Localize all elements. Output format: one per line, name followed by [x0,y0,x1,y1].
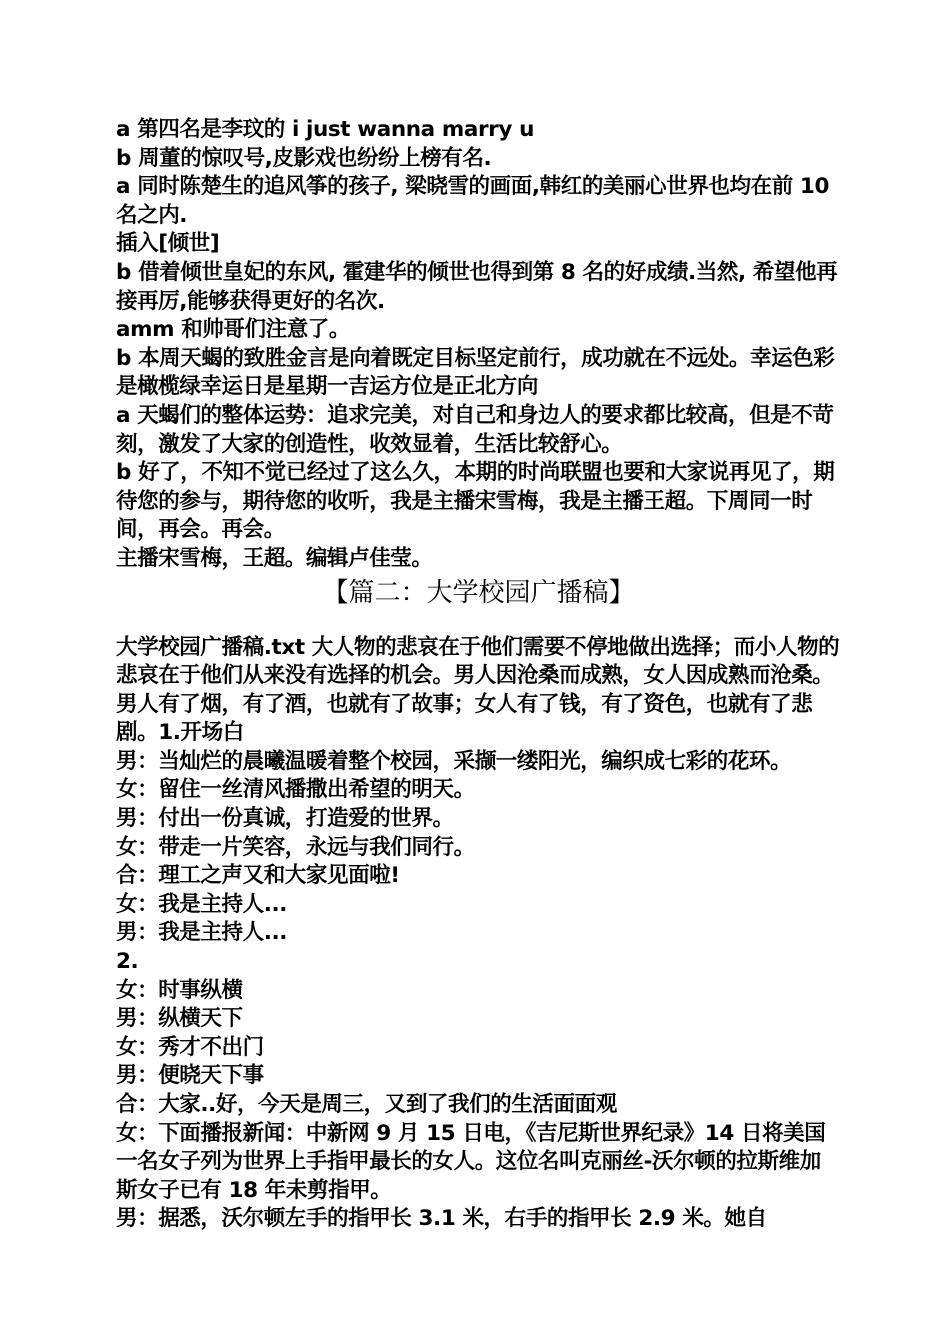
paragraph: a 同时陈楚生的追风筝的孩子, 梁晓雪的画面,韩红的美丽心世界也均在前 10 名之内. [116,174,830,228]
paragraph: 合：大家..好，今天是周三，又到了我们的生活面面观 [116,1092,617,1117]
paragraph: 女：时事纵横 [116,977,243,1003]
paragraph: b 本周天蝎的致胜金言是向着既定目标坚定前行，成功就在不远处。幸运色彩是橄榄绿幸运日是星期一吉运方位是正北方向 [116,345,835,400]
paragraph: b 好了，不知不觉已经过了这么久，本期的时尚联盟也要和大家说再见了，期待您的参与，期待您的收听，我是主播宋雪梅，我是主播王超。下周同一时间，再会。再会。 [116,460,835,543]
paragraph: b 借着倾世皇妃的东风, 霍建华的倾世也得到第 8 名的好成绩.当然, 希望他再接再厉,能够获得更好的名次. [116,259,838,314]
paragraph: 男：我是主持人... [116,920,288,946]
paragraph: 2. [116,949,139,975]
paragraph: 女：带走一片笑容，永远与我们同行。 [116,834,475,860]
paragraph: 男：据悉，沃尔顿左手的指甲长 3.1 米，右手的指甲长 2.9 米。她自 [116,1206,767,1232]
paragraph: 合：理工之声又和大家见面啦! [116,863,400,889]
section-title: 【篇二：大学校园广播稿】 [322,577,635,608]
paragraph: 男：便晓天下事 [116,1063,264,1089]
paragraph: a 天蝎们的整体运势：追求完美，对自己和身边人的要求都比较高，但是不苛刻，激发了大家的创造性，收效显着，生活比较舒心。 [116,402,834,457]
paragraph: 男：当灿烂的晨曦温暖着整个校园，采撷一缕阳光，编织成七彩的花环。 [116,748,792,774]
document-body [116,116,841,1234]
paragraph: 大学校园广播稿.txt 大人物的悲哀在于他们需要不停地做出选择；而小人物的悲哀在于他们从来没有选择的机会。男人因沧桑而成熟，女人因成熟而沧桑。男人有了烟，有了酒，也就有了故事；女人有了钱，有了资色，也就有了悲剧。1.开场白 [116,634,840,746]
paragraph: a 第四名是李玟的 i just wanna marry u [116,117,534,142]
paragraph: 女：下面播报新闻：中新网 9 月 15 日电，《吉尼斯世界纪录》14 日将美国一名女子列为世界上手指甲最长的女人。这位名叫克丽丝-沃尔顿的拉斯维加斯女子已有 18 年未剪指甲。 [116,1120,826,1203]
paragraph: 女：留住一丝清风播撒出希望的明天。 [116,777,475,803]
paragraph: b 周董的惊叹号,皮影戏也纷纷上榜有名. [116,145,492,171]
paragraph: 男：纵横天下 [116,1006,243,1032]
paragraph: 女：秀才不出门 [116,1034,264,1060]
paragraph: amm 和帅哥们注意了。 [116,317,350,343]
paragraph: 男：付出一份真诚，打造爱的世界。 [116,806,454,832]
paragraph: 女：我是主持人... [116,891,288,917]
paragraph: 插入[倾世] [116,231,220,257]
paragraph: 主播宋雪梅，王超。编辑卢佳莹。 [116,545,433,571]
